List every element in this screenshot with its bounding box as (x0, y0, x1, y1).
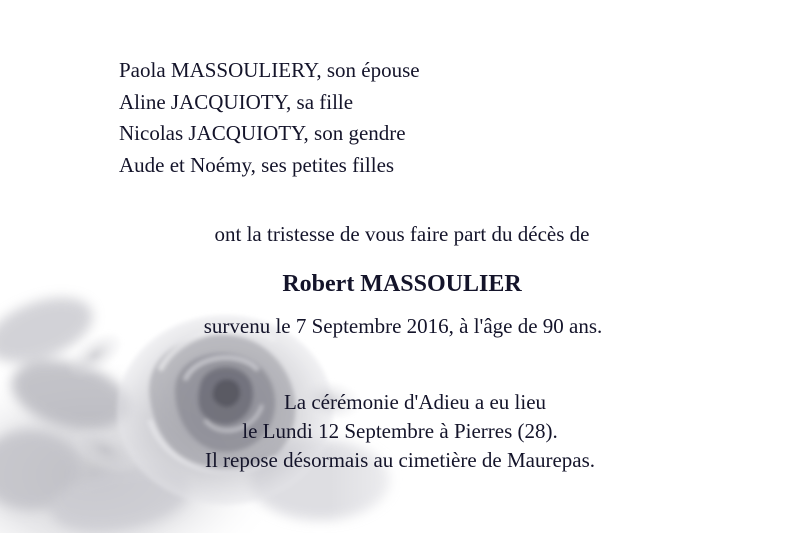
family-member: Aline JACQUIOTY, sa fille (119, 89, 354, 114)
ceremony-block (0, 388, 800, 475)
family-member: Nicolas JACQUIOTY, son gendre (119, 121, 406, 145)
ceremony-line: le Lundi 12 Septembre à Pierres (28). (242, 419, 558, 443)
family-member: Aude et Noémy, ses petites filles (119, 152, 395, 177)
death-details: survenu le 7 Septembre 2016, à l'âge de 90 ans. (203, 314, 603, 338)
family-list (119, 55, 420, 181)
ceremony-line: La cérémonie d'Adieu a eu lieu (283, 390, 547, 414)
deceased-name: Robert MASSOULIER (282, 271, 522, 297)
announcement-intro: ont la tristesse de vous faire part du décès de (214, 222, 590, 246)
family-member: Paola MASSOULIERY, son épouse (119, 58, 420, 82)
ceremony-line: Il repose désormais au cimetière de Maurepas. (204, 448, 596, 472)
